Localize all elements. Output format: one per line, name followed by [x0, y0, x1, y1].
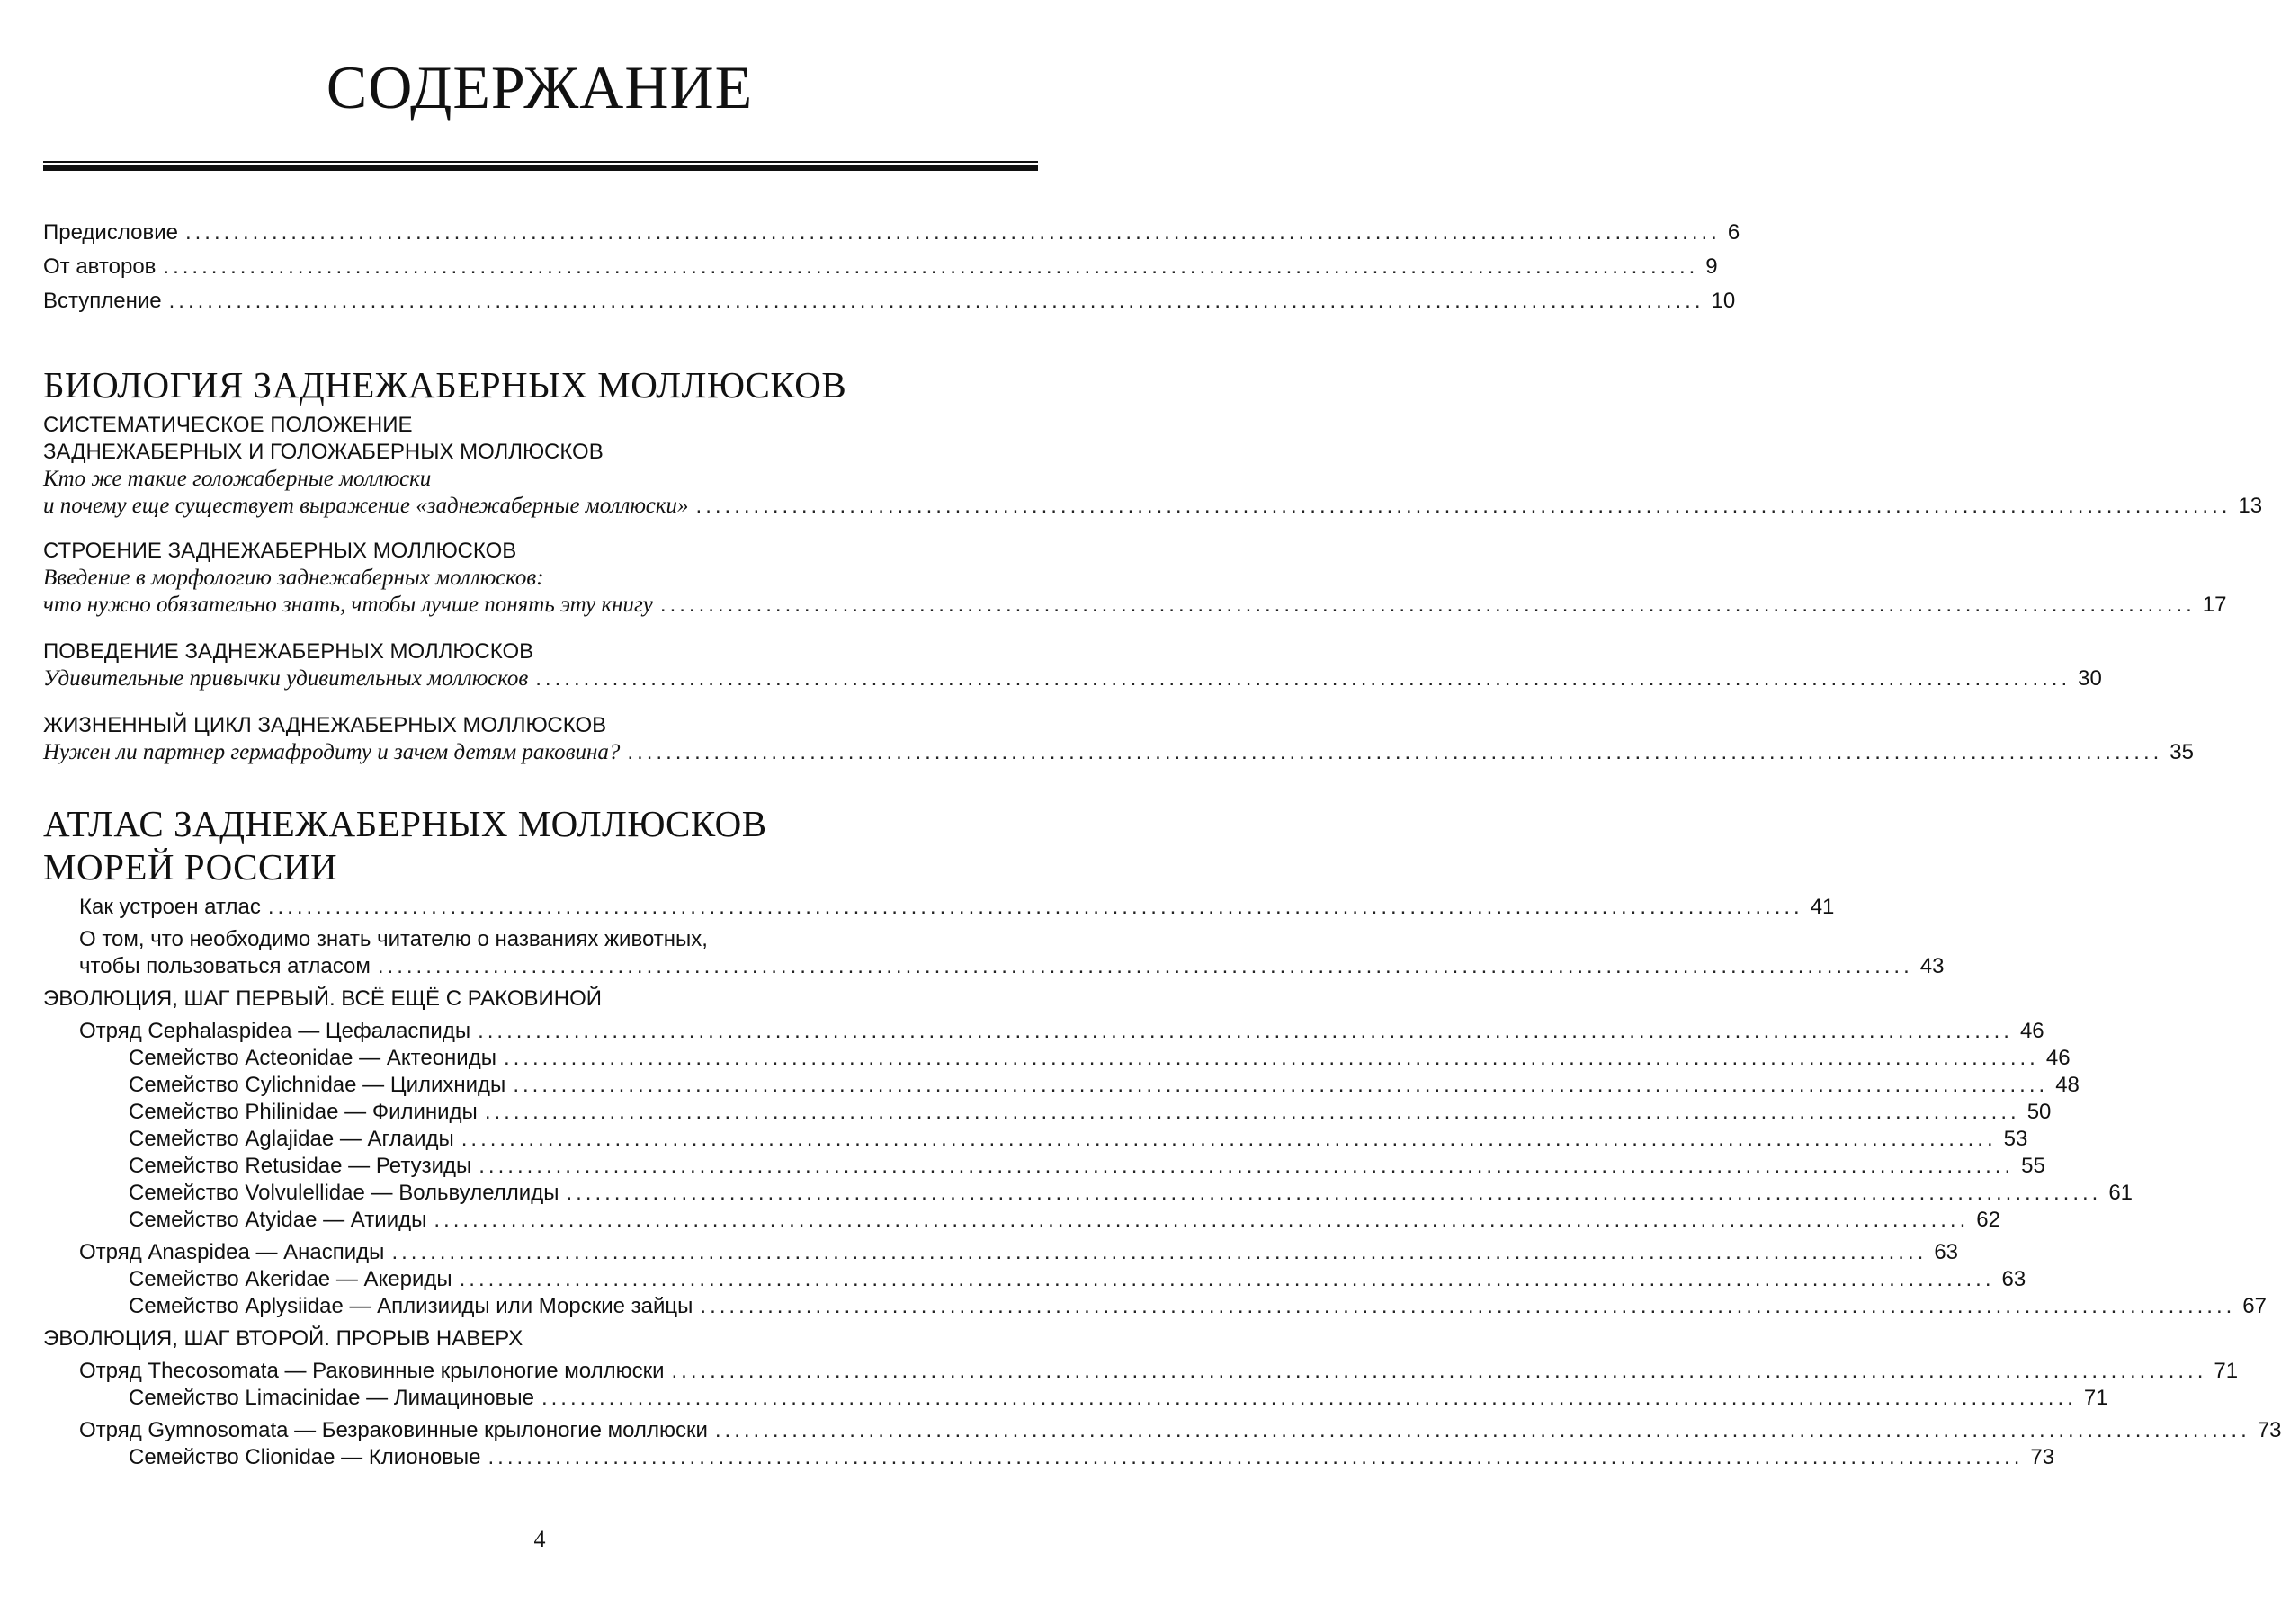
toc-entry-title: Вступление: [43, 289, 162, 313]
leader-dots: ................................................................................................................................................................: [461, 1127, 1997, 1151]
toc-entry-order[interactable]: [79, 1358, 2239, 1385]
family-list-thecosomata: [43, 1385, 2108, 1412]
toc-entry-family[interactable]: [129, 1126, 2028, 1153]
toc-entry-title: Семейство Aplysiidae — Аплизииды или Морские зайцы: [129, 1294, 693, 1318]
leader-dots: ................................................................................................................................................................: [488, 1445, 2024, 1469]
toc-entry-page: 46: [2019, 1019, 2044, 1043]
leader-dots: ................................................................................................................................................................: [391, 1240, 1928, 1264]
leader-dots: ................................................................................................................................................................: [434, 1208, 1970, 1232]
toc-entry-animal-names[interactable]: [79, 953, 1945, 980]
leader-dots: ................................................................................................................................................................: [566, 1181, 2102, 1205]
toc-entry-atlas-structure[interactable]: [79, 894, 1835, 921]
leader-dots: ................................................................................................................................................................: [671, 1359, 2207, 1383]
toc-entry-page: 41: [1810, 895, 1835, 919]
toc-entry-order[interactable]: [79, 1018, 2044, 1045]
toc-entry-title: Семейство Clionidae — Клионовые: [129, 1445, 481, 1469]
toc-entry-preface[interactable]: [43, 219, 1740, 246]
toc-entry-title: Семейство Atyidae — Атииды: [129, 1208, 427, 1232]
toc-entry-page: 43: [1919, 954, 1945, 978]
toc-entry-title: Отряд Anaspidea — Анаспиды: [79, 1240, 385, 1264]
part-title-biology: БИОЛОГИЯ ЗАДНЕЖАБЕРНЫХ МОЛЛЮСКОВ: [43, 364, 847, 406]
toc-entry-title: Отряд Gymnosomata — Безраковинные крылоногие моллюски: [79, 1418, 708, 1442]
atlas-intro: [43, 894, 1945, 980]
leader-dots: ................................................................................................................................................................: [535, 666, 2071, 691]
toc-entry-page: 71: [2083, 1386, 2108, 1410]
part-title-line: АТЛАС ЗАДНЕЖАБЕРНЫХ МОЛЛЮСКОВ: [43, 803, 767, 844]
front-matter: [43, 219, 1740, 315]
section-behavior: [43, 638, 2102, 692]
order-anaspidea: [43, 1239, 1959, 1266]
family-list-anaspidea: [43, 1266, 2267, 1320]
section-structure: [43, 538, 2227, 619]
section-systematics: [43, 412, 2263, 520]
section-description: Кто же такие голожаберные моллюски: [43, 467, 432, 491]
toc-entry-life-cycle[interactable]: [43, 739, 2194, 766]
toc-entry-page: 63: [2001, 1267, 2026, 1291]
leader-dots: ................................................................................................................................................................: [695, 494, 2232, 518]
toc-entry-page: 71: [2214, 1359, 2239, 1383]
leader-dots: ................................................................................................................................................................: [168, 289, 1704, 313]
toc-entry-page: 35: [2169, 740, 2194, 764]
leader-dots: ................................................................................................................................................................: [503, 1046, 2039, 1070]
toc-entry-family[interactable]: [129, 1180, 2133, 1207]
toc-entry-page: 73: [2257, 1418, 2281, 1442]
section-title: СТРОЕНИЕ ЗАДНЕЖАБЕРНЫХ МОЛЛЮСКОВ: [43, 539, 517, 563]
leader-dots: ................................................................................................................................................................: [484, 1100, 2020, 1124]
toc-entry-title: Семейство Cylichnidae — Цилихниды: [129, 1073, 506, 1097]
toc-entry-page: 63: [1934, 1240, 1959, 1264]
evolution-step-two: ЭВОЛЮЦИЯ, ШАГ ВТОРОЙ. ПРОРЫВ НАВЕРХ: [43, 1326, 523, 1351]
toc-entry-page: 30: [2078, 666, 2102, 691]
toc-entry-title: Семейство Limacinidae — Лимациновые: [129, 1386, 534, 1410]
toc-entry-family[interactable]: [129, 1153, 2045, 1180]
toc-entry-page: 46: [2045, 1046, 2071, 1070]
toc-entry-title: От авторов: [43, 254, 157, 279]
toc-entry-structure[interactable]: [43, 592, 2227, 619]
order-thecosomata: [43, 1358, 2239, 1385]
toc-entry-page: 6: [1727, 220, 1740, 245]
leader-dots: ................................................................................................................................................................: [513, 1073, 2049, 1097]
toc: [43, 219, 2281, 1471]
toc-entry-family[interactable]: [129, 1207, 2000, 1234]
evolution-step-one: ЭВОЛЮЦИЯ, ШАГ ПЕРВЫЙ. ВСЁ ЕЩЁ С РАКОВИНОЙ: [43, 986, 603, 1011]
section-description: Введение в морфологию заднежаберных моллюсков:: [43, 566, 544, 590]
toc-entry-title: Нужен ли партнер гермафродиту и зачем детям раковина?: [43, 740, 621, 764]
toc-entry-title: Отряд Thecosomata — Раковинные крылоногие моллюски: [79, 1359, 665, 1383]
toc-entry-family[interactable]: [129, 1099, 2052, 1126]
toc-entry-title: Отряд Cephalaspidea — Цефаласпиды: [79, 1019, 471, 1043]
toc-entry-introduction[interactable]: [43, 288, 1736, 315]
part-title-atlas: [43, 802, 1029, 888]
toc-entry-family[interactable]: [129, 1045, 2071, 1072]
section-title: СИСТЕМАТИЧЕСКОЕ ПОЛОЖЕНИЕ: [43, 413, 413, 437]
toc-entry-page: 50: [2026, 1100, 2052, 1124]
toc-entry-family[interactable]: [129, 1072, 2080, 1099]
page-number: 4: [533, 1526, 546, 1552]
toc-entry-title: и почему еще существует выражение «заднежаберные моллюски»: [43, 494, 689, 518]
leader-dots: ................................................................................................................................................................: [541, 1386, 2077, 1410]
toc-entry-order[interactable]: [79, 1417, 2281, 1444]
toc-entry-title: Предисловие: [43, 220, 178, 245]
toc-entry-page: 17: [2202, 593, 2227, 617]
toc-entry-title: Семейство Philinidae — Филиниды: [129, 1100, 478, 1124]
toc-entry-title: Как устроен атлас: [79, 895, 261, 919]
toc-entry-order[interactable]: [79, 1239, 1959, 1266]
leader-dots: ................................................................................................................................................................: [478, 1019, 2013, 1043]
section-life-cycle: [43, 712, 2194, 766]
leader-dots: ................................................................................................................................................................: [377, 954, 1913, 978]
order-gymnosomata: [43, 1417, 2281, 1444]
toc-entry-title: Семейство Volvulellidae — Вольвулеллиды: [129, 1181, 559, 1205]
leader-dots: ................................................................................................................................................................: [659, 593, 2196, 617]
toc-entry-title: Семейство Acteonidae — Актеониды: [129, 1046, 496, 1070]
toc-entry-title: Семейство Retusidae — Ретузиды: [129, 1154, 472, 1178]
part-title-line: МОРЕЙ РОССИИ: [43, 846, 338, 888]
toc-entry-title: Семейство Akeridae — Акериды: [129, 1267, 452, 1291]
toc-entry-systematics[interactable]: [43, 493, 2263, 520]
leader-dots: ................................................................................................................................................................: [163, 254, 1699, 279]
toc-entry-title: Семейство Aglajidae — Аглаиды: [129, 1127, 454, 1151]
toc-entry-page: 55: [2021, 1154, 2045, 1178]
title-rule-thick: [43, 165, 1038, 171]
page-title: СОДЕРЖАНИЕ: [326, 53, 754, 121]
toc-entry-page: 10: [1711, 289, 1736, 313]
title-rule-thin: [43, 161, 1038, 163]
family-list-gymnosomata: [43, 1444, 2055, 1471]
leader-dots: ................................................................................................................................................................: [627, 740, 2163, 764]
toc-entry-family[interactable]: [129, 1385, 2108, 1412]
toc-entry-page: 67: [2242, 1294, 2267, 1318]
toc-entry-page: 61: [2108, 1181, 2133, 1205]
order-cephalaspidea: [43, 1018, 2044, 1045]
toc-entry-behavior[interactable]: [43, 665, 2102, 692]
leader-dots: ................................................................................................................................................................: [700, 1294, 2236, 1318]
toc-entry-from-authors[interactable]: [43, 254, 1718, 281]
toc-entry-page: 13: [2238, 494, 2263, 518]
leader-dots: ................................................................................................................................................................: [479, 1154, 2015, 1178]
leader-dots: ................................................................................................................................................................: [459, 1267, 1995, 1291]
toc-entry-title: что нужно обязательно знать, чтобы лучше понять эту книгу: [43, 593, 653, 617]
toc-entry-page: 53: [2003, 1127, 2028, 1151]
family-list-cephalaspidea: [43, 1045, 2133, 1234]
toc-entry-page: 48: [2055, 1073, 2080, 1097]
section-title: ЖИЗНЕННЫЙ ЦИКЛ ЗАДНЕЖАБЕРНЫХ МОЛЛЮСКОВ: [43, 713, 607, 737]
section-title: ПОВЕДЕНИЕ ЗАДНЕЖАБЕРНЫХ МОЛЛЮСКОВ: [43, 639, 534, 664]
toc-entry-family[interactable]: [129, 1266, 2026, 1293]
toc-entry-page: 73: [2030, 1445, 2055, 1469]
toc-entry-title: чтобы пользоваться атласом: [79, 954, 371, 978]
toc-entry-page: 9: [1705, 254, 1718, 279]
leader-dots: ................................................................................................................................................................: [184, 220, 1721, 245]
toc-entry-page: 62: [1976, 1208, 2000, 1232]
leader-dots: ................................................................................................................................................................: [714, 1418, 2250, 1442]
toc-entry-title-line: О том, что необходимо знать читателю о названиях животных,: [79, 927, 708, 951]
leader-dots: ................................................................................................................................................................: [267, 895, 1803, 919]
toc-entry-family[interactable]: [129, 1293, 2267, 1320]
toc-entry-title: Удивительные привычки удивительных моллюсков: [43, 666, 529, 691]
toc-entry-family[interactable]: [129, 1444, 2055, 1471]
section-title: ЗАДНЕЖАБЕРНЫХ И ГОЛОЖАБЕРНЫХ МОЛЛЮСКОВ: [43, 440, 604, 464]
